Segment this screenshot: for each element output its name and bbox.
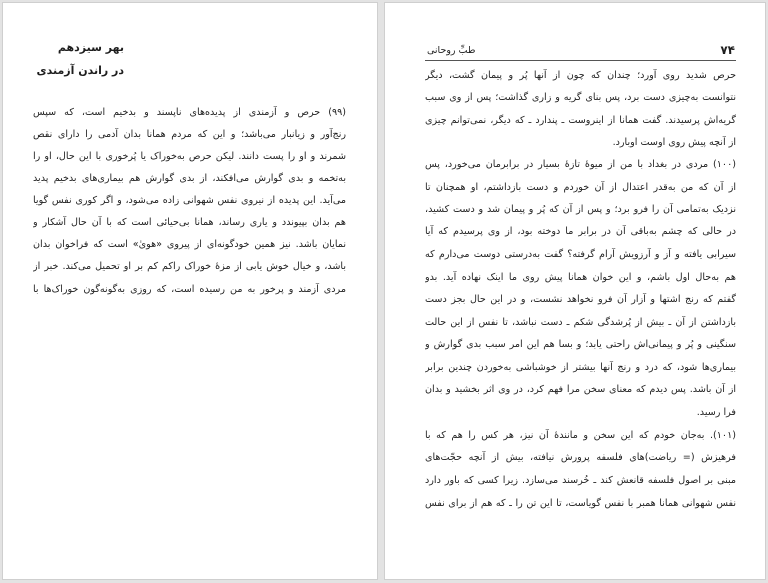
text-line: حرص شدید روی آورد؛ چندان که چون از آنها پُر و پیمان گشت، دیگر [425,70,736,81]
text-line: هم به‌حال اول باشم، و این خوان همانا پیش روی ما اینک نهاده آید. بدو [425,272,736,283]
text-line: (۱۰۱). به‌جان خودم که این سخن و مانندهٔ آن نیز، هر کس را هم که با [425,430,736,441]
text-line: از آن باشد. پس دیدم که معنای سخن مرا فهم کرد، در وی اثر بخشید و بدان [425,384,736,395]
text-line: مبنی بر اصول فلسفه قانعش کند ـ خُرسند می‌سازد. زیرا کسی که باور دارد [425,475,736,486]
text-line: گفتم که رنج اشتها و آزار آن فرو نخواهد نشست، و در این حال بجز دست [425,294,736,305]
text-line: باشد، و خیال خوش یابی از مزهٔ خوراک راکم کم بر او تحمیل می‌کند. خبر از [33,261,346,272]
text-line: بازداشتن از آن ـ بیش از پُرشدگی شکم ـ دست نباشد، تا نفس از این حالت [425,317,736,328]
running-title: طبِّ روحانی [427,45,476,56]
text-line: از آنچه پیش روی اوست اوبارد. [612,137,736,148]
text-line: بیماری‌ها شود، که درد و رنج آنها بیشتر از خوشباشی به‌خوردن چندین برابر [425,362,736,373]
text-line: سیرابی یافته و آز و آرزویش آرام گرفته؟ گفت به‌درستی دوست می‌دارم که [425,249,736,260]
text-line: (۹۹) حرص و آزمندی از پدیده‌های ناپسند و بدخیم است، که سپس [33,107,346,118]
page-number: ۷۴ [720,43,735,57]
text-line: (۱۰۰) مردی در بغداد با من از میوهٔ تازهٔ بسیار در برابرمان می‌خورد، پس [425,159,736,170]
text-line: نمایان باشد. نیز همین خودگونه‌ای از پیروی «هویٰ» است که فراخوان بدان [33,239,346,250]
left-page [2,2,378,580]
text-line: هم بدان بپیوندد و یاری رساند، همانا بی‌حیائی است که با آن حال آشکار و [33,217,346,228]
text-line: شمرند و او را پست دانند. لیکن حرص به‌خوراک یا پُرخوری با این حال، او را [33,151,346,162]
text-line: نتوانست به‌چیزی دست برد، پس بنای گریه و زاری گذاشت؛ پس از وی سبب [425,92,736,103]
text-line: نزدیک به‌تمامی آن را فرو برد؛ و پس از آن که پُر و پیمان شد و دست کشید، [425,204,736,215]
text-line: فرهیزش (= ریاضت)های فلسفه پرورش نیافته، بیش از آنچه حجّت‌های [425,452,736,463]
text-line: می‌آید. این پدیده از نیروی نفس شهوانی زاده می‌شود، و اگر کوری نفس گویا [33,195,346,206]
text-line: از آن که من به‌قدر اعتدال از آن خوردم و دست بازداشتم، او همچنان تا [425,182,736,193]
text-line: نفس شهوانی همانا همبر با نفس گویاست، تا این تن را ـ که هم از برای نفس [425,498,736,509]
text-line: مردی آزمند و پرخور به من رسیده است، که روزی به‌گونه‌گون خوراک‌ها با [33,284,346,295]
text-line: گریه‌اش پرسیدند. گفت همانا از اینروست ـ پندارد ـ که دیگر، نمی‌توانم چیزی [425,115,736,126]
text-line: در حالی که چشم به‌باقی آن در برابر ما دوخته بود، از وی پرسیدم که آیا [425,226,736,237]
text-line: فرا رسید. [696,407,736,418]
text-line: سنگینی و پُر و پیمانی‌اش راحتی یابد؛ و بسا هم این امر سبب بدی گوارش و [425,339,736,350]
right-page [384,2,766,580]
header-rule [425,60,736,61]
text-line: رنج‌آور و زیانبار می‌باشد؛ و این که مردم همانا بدان آدمی را دارای نقص [33,129,346,140]
chapter-title: بهر سیزدهم [57,41,124,54]
text-line: به‌تخمه و بدی گوارش می‌افکند، از بدی گوارش هم بیماری‌های بدخیم پدید [33,173,346,184]
chapter-subtitle: در راندن آزمندی [36,64,124,77]
